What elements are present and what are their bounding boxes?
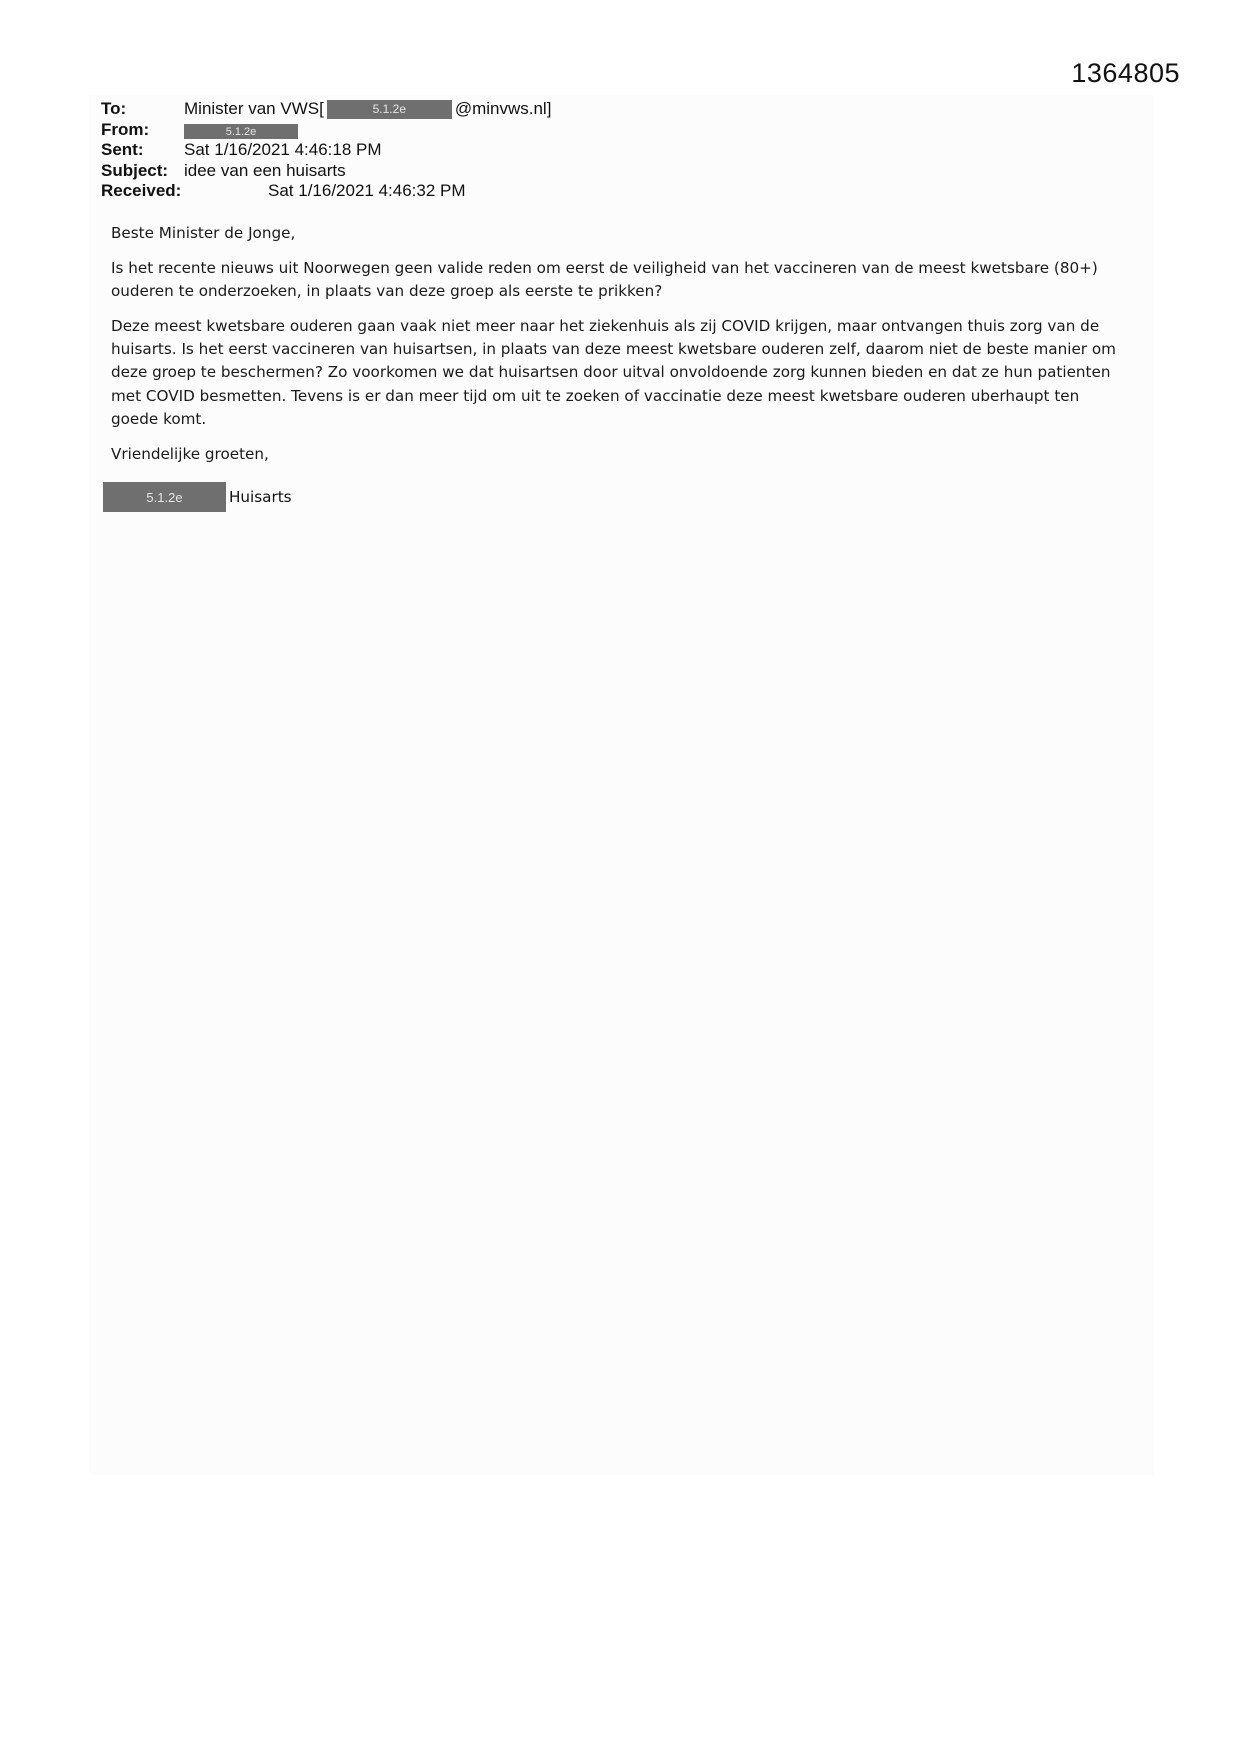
paragraph-1 — [111, 257, 1146, 303]
received-label: Received: — [101, 181, 182, 200]
closing: Vriendelijke groeten, — [111, 444, 269, 463]
to-row — [101, 99, 551, 120]
document-number: 1364805 — [1071, 58, 1180, 88]
to-label: To: — [101, 99, 127, 118]
paragraph-2-line: met COVID besmetten. Tevens is er dan meer tijd om uit te zoeken of vaccinatie deze meest kwetsbare ouderen uberhaupt ten — [111, 386, 1080, 405]
sent-label: Sent: — [101, 140, 144, 159]
received-value: Sat 1/16/2021 4:46:32 PM — [268, 181, 466, 200]
subject-value: idee van een huisarts — [184, 160, 346, 180]
paragraph-2-line: huisarts. Is het eerst vaccineren van huisartsen, in plaats van deze meest kwetsbare ouderen zelf, daarom niet de beste manier om — [111, 340, 1116, 359]
received-row — [101, 181, 551, 202]
to-value-prefix: Minister van VWS[ — [184, 99, 324, 118]
paragraph-2-line: deze groep te beschermen? Zo voorkomen we dat huisartsen door uitval onvoldoende zorg kunnen bieden en dat ze hun patienten — [111, 363, 1111, 382]
email-header — [101, 99, 551, 202]
from-label: From: — [101, 119, 150, 139]
redaction-box-from: 5.1.2e — [184, 124, 298, 139]
paragraph-2 — [111, 315, 1146, 430]
paragraph-1-line: ouderen te onderzoeken, in plaats van deze groep als eerste te prikken? — [111, 282, 663, 301]
redaction-box-signature: 5.1.2e — [103, 482, 226, 512]
to-value-suffix: @minvws.nl] — [454, 99, 552, 118]
subject-label: Subject: — [101, 160, 169, 180]
email-body — [111, 222, 1146, 478]
to-value — [184, 99, 551, 120]
paragraph-2-line: goede komt. — [111, 409, 207, 428]
sent-row — [101, 140, 551, 161]
greeting: Beste Minister de Jonge, — [111, 224, 296, 242]
paragraph-2-line: Deze meest kwetsbare ouderen gaan vaak niet meer naar het ziekenhuis als zij COVID krijgen, maar ontvangen thuis zorg van de — [111, 317, 1100, 336]
redaction-box-to: 5.1.2e — [327, 100, 452, 119]
sent-value: Sat 1/16/2021 4:46:18 PM — [184, 140, 382, 159]
subject-row — [101, 161, 551, 182]
paragraph-1-line: Is het recente nieuws uit Noorwegen geen valide reden om eerst de veiligheid van het vaccineren van de meest kwetsbare (80+) — [111, 259, 1098, 278]
signature-title: Huisarts — [229, 488, 292, 506]
from-row — [101, 120, 551, 141]
signature — [103, 482, 292, 512]
